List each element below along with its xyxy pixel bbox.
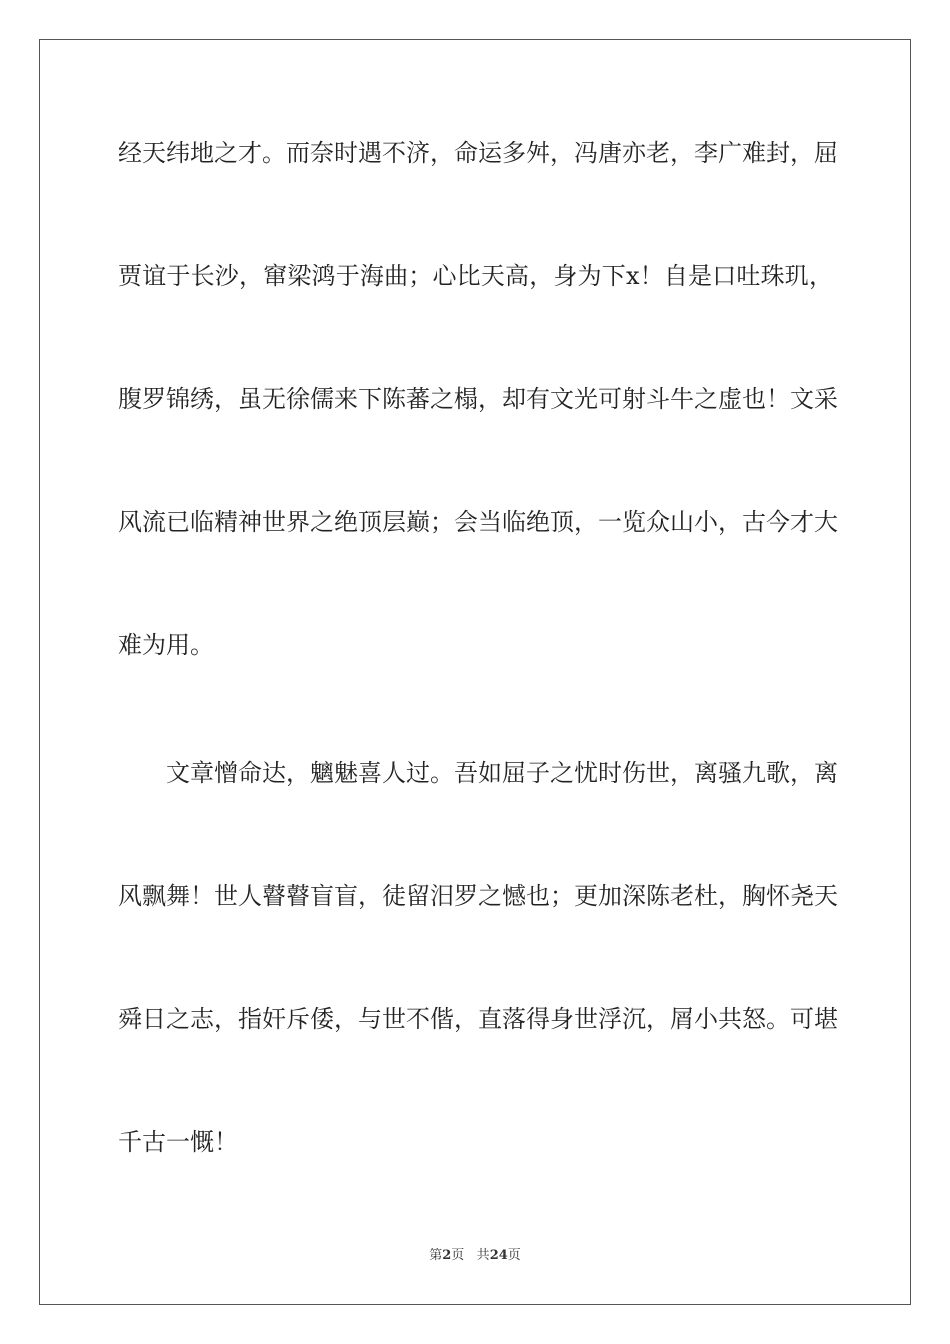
- text-line: 经天纬地之才。而奈时遇不济，命运多舛，冯唐亦老，李广难封，屈: [118, 139, 838, 167]
- text-line: 文章憎命达，魑魅喜人过。吾如屈子之忧时伤世，离骚九歌，离: [166, 759, 838, 787]
- page-border: [39, 39, 911, 1305]
- text-line: 风流已临精神世界之绝顶层巅；会当临绝顶，一览众山小，古今才大: [118, 508, 838, 536]
- text-line: 风飘舞！世人瞽瞽盲盲，徒留汨罗之憾也；更加深陈老杜，胸怀尧天: [118, 882, 838, 910]
- page-suffix: 页: [451, 1248, 465, 1263]
- total-prefix: 共: [476, 1248, 490, 1263]
- page-footer: [0, 1247, 950, 1265]
- page-prefix: 第: [429, 1248, 443, 1263]
- text-line: 难为用。: [118, 631, 214, 659]
- total-suffix: 页: [507, 1248, 521, 1263]
- text-line: 千古一慨！: [118, 1128, 238, 1156]
- page-number: 2: [442, 1248, 452, 1263]
- text-line: 舜日之志，指奸斥倭，与世不偕，直落得身世浮沉，屑小共怒。可堪: [118, 1005, 838, 1033]
- total-pages: 24: [489, 1248, 508, 1263]
- text-line: 腹罗锦绣，虽无徐儒来下陈蕃之榻，却有文光可射斗牛之虚也！文采: [118, 385, 838, 413]
- text-line: 贾谊于长沙，窜梁鸿于海曲；心比天高，身为下x！自是口吐珠玑，: [118, 262, 833, 290]
